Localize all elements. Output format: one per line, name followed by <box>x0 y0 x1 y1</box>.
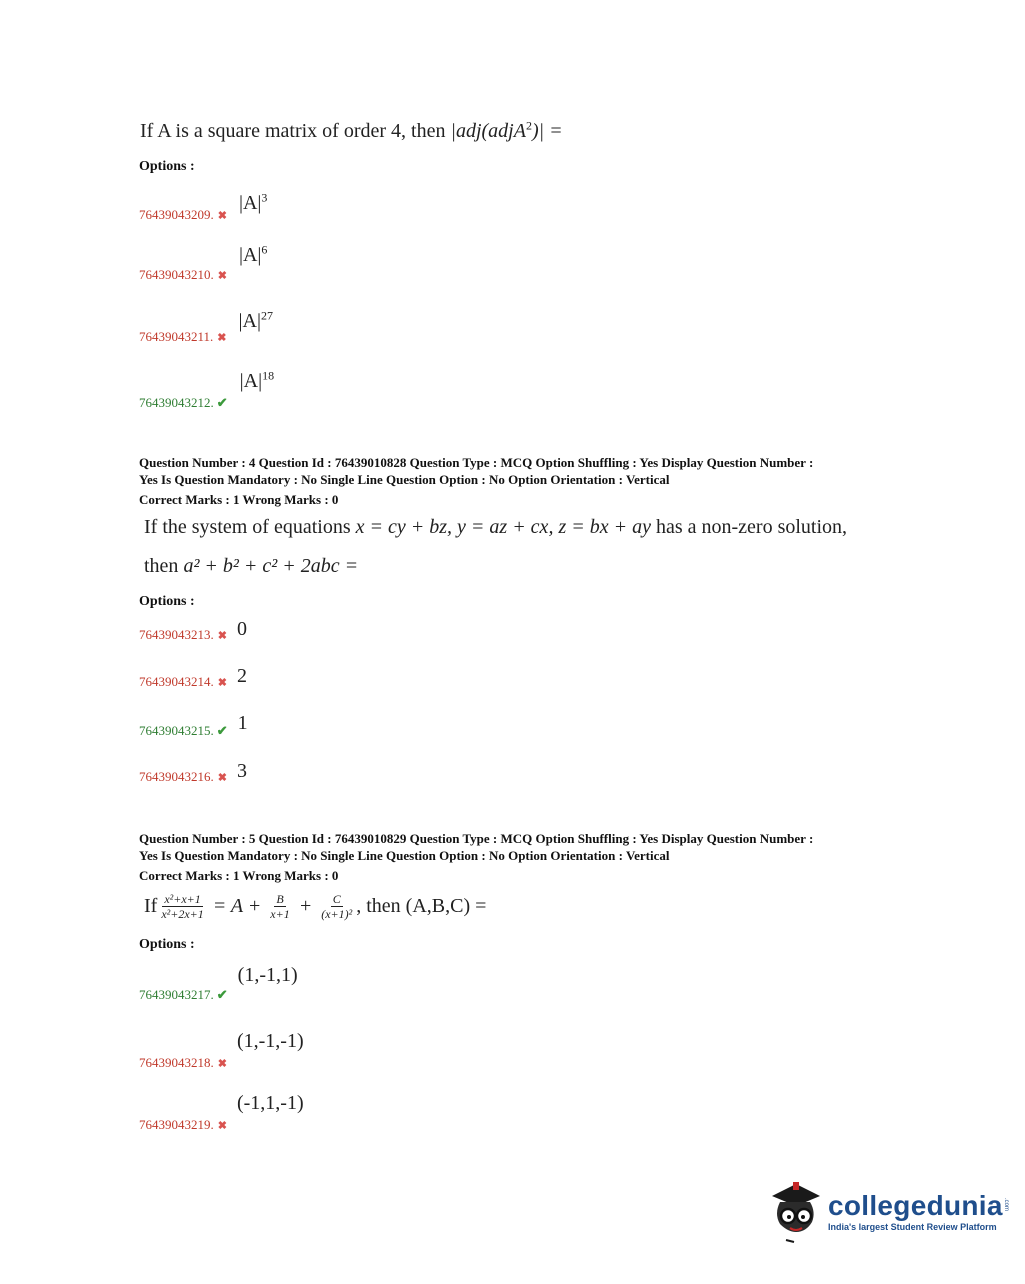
q3-question-text <box>140 120 563 143</box>
q4-meta-line1: Question Number : 4 Question Id : 76439010828 Question Type : MCQ Option Shuffling : Yes Display Question Number : <box>139 455 814 470</box>
option-value <box>239 310 273 332</box>
q4-question-line1 <box>144 516 847 539</box>
option-id: 76439043212. <box>139 395 214 410</box>
option-value <box>239 244 267 266</box>
q5-meta <box>139 830 813 884</box>
q4-question-line2 <box>144 555 358 578</box>
q3-option-1[interactable] <box>139 190 268 222</box>
option-id: 76439043217. <box>139 987 214 1002</box>
fraction-numerator: C <box>332 892 341 906</box>
option-id: 76439043210. <box>139 267 214 282</box>
q4-option-1[interactable] <box>139 618 247 641</box>
option-value <box>239 192 267 214</box>
q3-option-4[interactable] <box>139 368 275 410</box>
option-id: 76439043215. <box>139 723 214 738</box>
q4-line1-a: If the system of equations <box>144 516 356 538</box>
q4-meta-line2: Yes Is Question Mandatory : No Single Line Question Option : No Option Orientation : Vertical <box>139 472 670 487</box>
q4-line1-b: has a non-zero solution, <box>650 516 848 538</box>
option-value: (1,-1,1) <box>237 964 298 986</box>
q5-meta-line1: Question Number : 5 Question Id : 76439010829 Question Type : MCQ Option Shuffling : Yes Display Question Number : <box>139 831 814 846</box>
q5-options-label: Options : <box>139 937 195 952</box>
fraction-denominator: x²+2x+1 <box>161 907 204 921</box>
q4-line2-a: then <box>144 555 184 577</box>
q3-text-prefix: If A is a square matrix of order 4, then <box>140 120 451 142</box>
option-value: (-1,1,-1) <box>236 1092 304 1114</box>
q5-if: If <box>144 895 158 917</box>
q4-option-3[interactable] <box>139 712 248 738</box>
option-base: |A| <box>238 192 262 214</box>
option-id: 76439043218. <box>139 1055 214 1070</box>
q4-line2-math: a² + b² + c² + 2abc = <box>183 555 359 577</box>
wrong-mark-icon: ✖ <box>217 677 227 689</box>
q3-text-math: |adj(adjA <box>450 120 526 142</box>
option-value: 1 <box>237 712 248 734</box>
logo-tagline: India's largest Student Review Platform <box>828 1222 997 1232</box>
mascot-icon <box>766 1178 824 1244</box>
q3-option-2[interactable] <box>139 242 268 282</box>
q3-option-3[interactable] <box>139 308 273 344</box>
q3-options-label: Options : <box>139 159 195 174</box>
q5-plus: + <box>293 895 318 917</box>
q5-fraction-3 <box>319 892 354 921</box>
wrong-mark-icon: ✖ <box>217 1058 227 1070</box>
option-id: 76439043219. <box>139 1117 214 1132</box>
option-id: 76439043211. <box>139 329 214 344</box>
option-exp: 18 <box>262 368 275 383</box>
option-id: 76439043214. <box>139 674 214 689</box>
q5-option-3[interactable] <box>139 1092 304 1132</box>
check-mark-icon: ✔ <box>216 987 228 1002</box>
q4-option-2[interactable] <box>139 665 247 688</box>
option-exp: 6 <box>261 242 268 257</box>
q5-question-text <box>144 892 486 921</box>
option-base: |A| <box>239 370 263 392</box>
q5-then-part: , then (A,B,C) = <box>356 895 487 917</box>
fraction-denominator: x+1 <box>270 907 290 921</box>
q5-meta-line2: Yes Is Question Mandatory : No Single Line Question Option : No Option Orientation : Vertical <box>139 848 670 863</box>
wrong-mark-icon: ✖ <box>217 630 227 642</box>
q3-text-suffix: )| = <box>531 120 563 142</box>
fraction-numerator: B <box>276 892 284 906</box>
option-base: |A| <box>238 310 261 332</box>
wrong-mark-icon: ✖ <box>217 332 227 344</box>
q5-option-1[interactable] <box>139 964 298 1002</box>
logo-text <box>828 1190 1009 1232</box>
wrong-mark-icon: ✖ <box>217 772 227 784</box>
wrong-mark-icon: ✖ <box>217 1120 227 1132</box>
option-base: |A| <box>238 244 262 266</box>
q5-fraction-1 <box>159 892 205 921</box>
option-id: 76439043216. <box>139 769 214 784</box>
check-mark-icon: ✔ <box>216 395 228 410</box>
wrong-mark-icon: ✖ <box>217 210 227 222</box>
option-exp: 3 <box>261 190 268 205</box>
option-value <box>240 370 274 392</box>
q4-marks: Correct Marks : 1 Wrong Marks : 0 <box>139 492 339 507</box>
fraction-numerator: x²+x+1 <box>164 892 201 906</box>
wrong-mark-icon: ✖ <box>217 270 227 282</box>
q4-option-4[interactable] <box>139 760 247 783</box>
logo-suffix: .com <box>1002 1198 1009 1212</box>
check-mark-icon: ✔ <box>216 723 228 738</box>
collegedunia-logo <box>766 1178 1009 1244</box>
q5-eq-part: = A + <box>207 895 267 917</box>
q3-text-sup: 2 <box>525 118 532 133</box>
option-value: (1,-1,-1) <box>236 1030 304 1052</box>
option-value: 0 <box>236 618 247 640</box>
option-value: 2 <box>236 665 247 687</box>
logo-name: collegedunia <box>828 1190 1003 1221</box>
option-id: 76439043209. <box>139 207 214 222</box>
q4-line1-math: x = cy + bz, y = az + cx, z = bx + ay <box>355 516 651 538</box>
q4-options-label: Options : <box>139 594 195 609</box>
option-id: 76439043213. <box>139 627 214 642</box>
option-value: 3 <box>236 760 247 782</box>
q5-fraction-2 <box>268 892 291 921</box>
q4-meta <box>139 454 813 508</box>
fraction-denominator: (x+1)² <box>321 907 353 921</box>
q5-marks: Correct Marks : 1 Wrong Marks : 0 <box>139 868 339 883</box>
q5-option-2[interactable] <box>139 1030 304 1070</box>
option-exp: 27 <box>260 308 273 323</box>
